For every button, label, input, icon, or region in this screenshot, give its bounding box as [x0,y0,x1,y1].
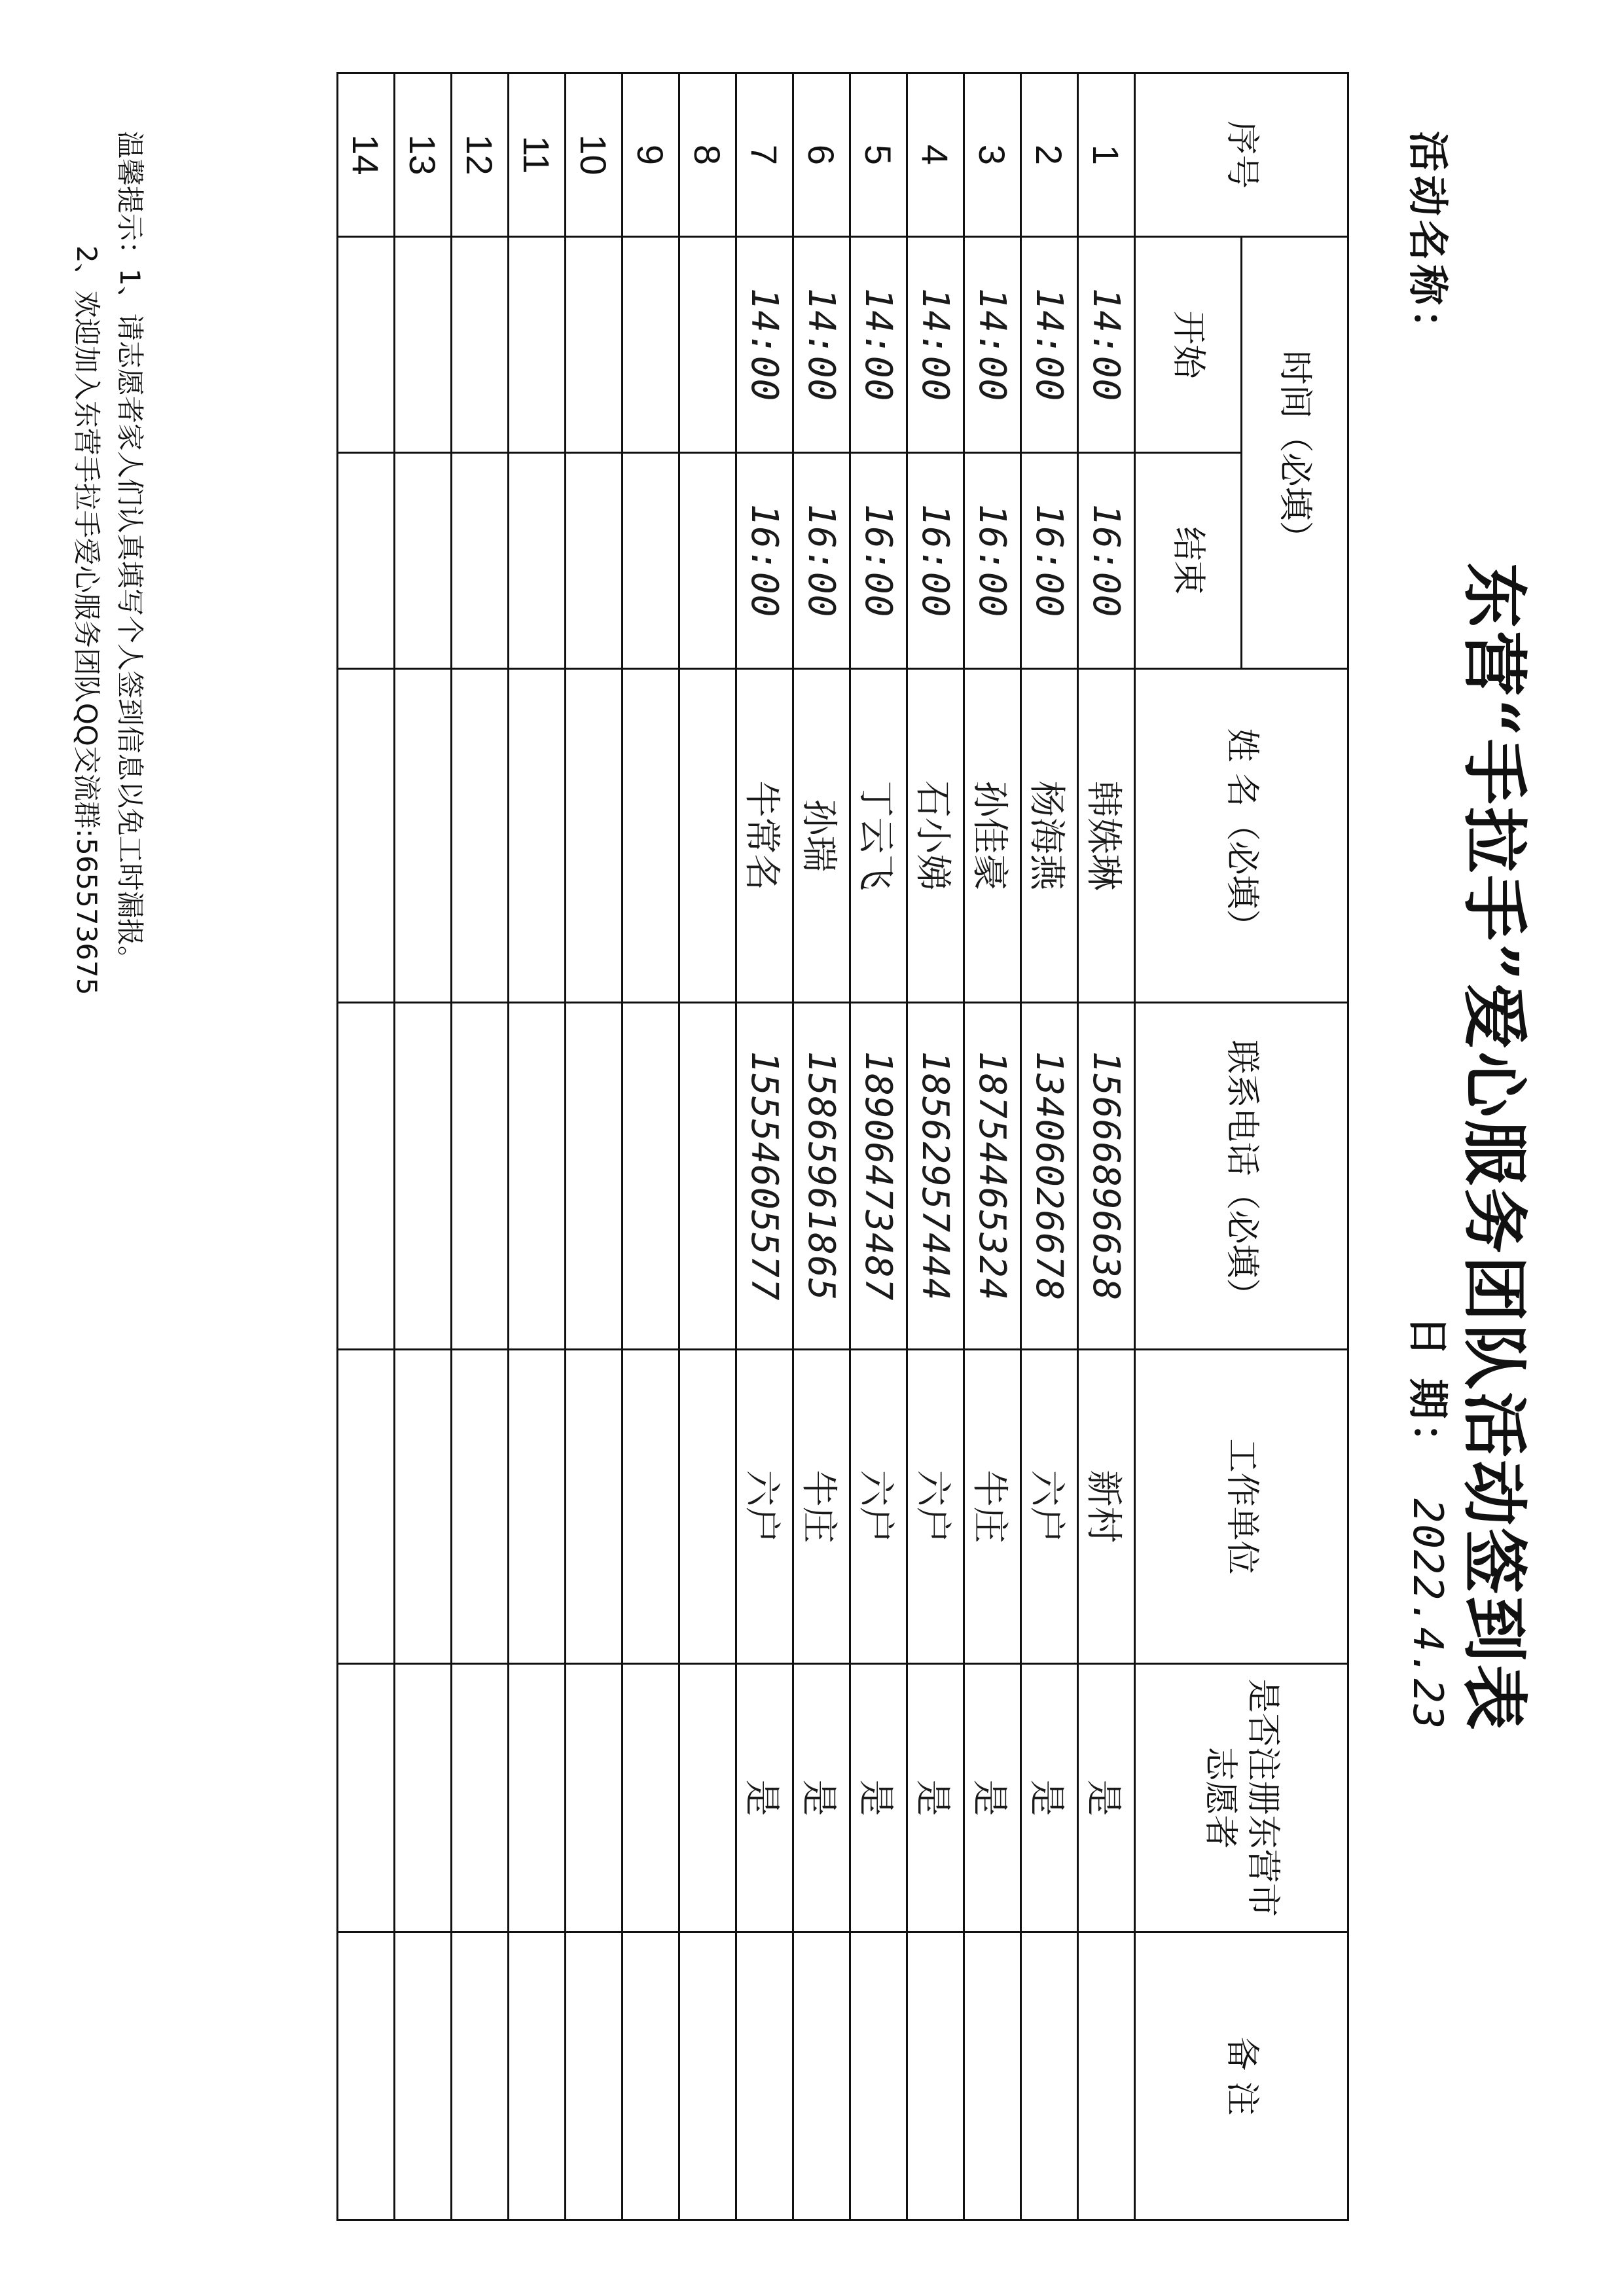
row-registered: 是 [1021,1664,1078,1932]
row-index: 13 [395,73,452,237]
row-end-time: 16:00 [736,453,793,669]
header-registered: 是否注册东营市志愿者 [1135,1664,1348,1932]
row-workplace: 六户 [850,1350,907,1664]
row-start-time: 14:00 [793,237,850,453]
row-end-time [509,453,566,669]
row-phone [338,1003,395,1350]
row-phone [679,1003,736,1350]
row-end-time: 16:00 [1021,453,1078,669]
row-workplace [566,1350,623,1664]
row-workplace [452,1350,509,1664]
row-registered [623,1664,679,1932]
row-notes [452,1932,509,2220]
row-index: 3 [964,73,1021,237]
signin-table [336,72,1349,2221]
row-registered: 是 [907,1664,964,1932]
row-index: 8 [679,73,736,237]
row-name: 杨海燕 [1021,669,1078,1003]
row-end-time [623,453,679,669]
row-start-time [395,237,452,453]
row-name [395,669,452,1003]
row-workplace: 新村 [1078,1350,1135,1664]
row-notes [338,1932,395,2220]
row-phone [452,1003,509,1350]
row-start-time [509,237,566,453]
row-workplace: 牛庄 [793,1350,850,1664]
row-phone: 15865961865 [793,1003,850,1350]
row-start-time: 14:00 [736,237,793,453]
date-label: 日 期： [1404,1316,1452,1468]
row-notes [793,1932,850,2220]
row-start-time: 14:00 [1078,237,1135,453]
row-registered [338,1664,395,1932]
row-start-time: 14:00 [964,237,1021,453]
row-notes [509,1932,566,2220]
header-end: 结束 [1135,453,1242,669]
row-phone [509,1003,566,1350]
row-index: 6 [793,73,850,237]
table-row [907,73,964,2220]
row-workplace [509,1350,566,1664]
row-name: 孙佳豪 [964,669,1021,1003]
row-start-time [623,237,679,453]
row-phone [566,1003,623,1350]
row-notes [566,1932,623,2220]
date-value: 2022.4.23 [1404,1498,1452,1731]
table-row [679,73,736,2220]
table-row [850,73,907,2220]
row-index: 10 [566,73,623,237]
table-row [736,73,793,2220]
row-index: 4 [907,73,964,237]
row-end-time [395,453,452,669]
row-phone: 18754465324 [964,1003,1021,1350]
row-end-time: 16:00 [907,453,964,669]
row-notes [736,1932,793,2220]
row-phone: 15666896638 [1078,1003,1135,1350]
row-phone [395,1003,452,1350]
tip-line-1: 1、请志愿者家人们认真填写个人签到信息以免工时漏报。 [114,268,146,973]
table-row [964,73,1021,2220]
header-name: 姓 名（必填） [1135,669,1348,1003]
row-index: 12 [452,73,509,237]
tips-block [65,131,151,996]
row-start-time: 14:00 [907,237,964,453]
table-row [623,73,679,2220]
row-end-time: 16:00 [850,453,907,669]
row-start-time [679,237,736,453]
row-index: 1 [1078,73,1135,237]
row-workplace: 六户 [736,1350,793,1664]
row-workplace [395,1350,452,1664]
header-index: 序号 [1135,73,1348,237]
row-name [679,669,736,1003]
row-registered: 是 [850,1664,907,1932]
header-time-group: 时间（必填） [1242,237,1348,669]
table-row [338,73,395,2220]
tip-line-2: 2、欢迎加入东营手拉手爱心服务团队QQ交流群:565573675 [71,245,103,996]
table-row [1078,73,1135,2220]
table-row [566,73,623,2220]
row-notes [1021,1932,1078,2220]
row-name: 石小娣 [907,669,964,1003]
activity-name-label: 活动名称： [1404,131,1452,354]
row-end-time [566,453,623,669]
row-start-time [452,237,509,453]
table-row [1021,73,1078,2220]
table-row [452,73,509,2220]
row-registered: 是 [793,1664,850,1932]
row-registered: 是 [1078,1664,1135,1932]
row-notes [907,1932,964,2220]
row-name [623,669,679,1003]
header-phone: 联系电话（必填） [1135,1003,1348,1350]
row-end-time [679,453,736,669]
row-workplace: 六户 [907,1350,964,1664]
row-registered [452,1664,509,1932]
table-row [509,73,566,2220]
row-phone: 15554605577 [736,1003,793,1350]
row-workplace: 六户 [1021,1350,1078,1664]
row-end-time: 16:00 [964,453,1021,669]
row-notes [679,1932,736,2220]
row-name [452,669,509,1003]
table-row [395,73,452,2220]
row-registered [566,1664,623,1932]
row-workplace: 牛庄 [964,1350,1021,1664]
row-workplace [679,1350,736,1664]
row-phone [623,1003,679,1350]
header-workplace: 工作单位 [1135,1350,1348,1664]
header-start: 开始 [1135,237,1242,453]
row-name: 孙瑞 [793,669,850,1003]
row-registered: 是 [964,1664,1021,1932]
row-name [509,669,566,1003]
row-registered: 是 [736,1664,793,1932]
row-phone: 18906473487 [850,1003,907,1350]
row-notes [1078,1932,1135,2220]
row-registered [395,1664,452,1932]
row-index: 11 [509,73,566,237]
row-workplace [338,1350,395,1664]
table-row [793,73,850,2220]
row-index: 9 [623,73,679,237]
row-start-time [338,237,395,453]
row-registered [509,1664,566,1932]
row-name [338,669,395,1003]
row-index: 14 [338,73,395,237]
row-workplace [623,1350,679,1664]
row-notes [395,1932,452,2220]
row-index: 5 [850,73,907,237]
row-end-time [452,453,509,669]
page-title: 东营“手拉手”爱心服务团队活动签到表 [1456,562,1533,1733]
row-end-time [338,453,395,669]
header-notes: 备 注 [1135,1932,1348,2220]
row-index: 7 [736,73,793,237]
row-name: 丁云飞 [850,669,907,1003]
row-notes [964,1932,1021,2220]
row-end-time: 16:00 [1078,453,1135,669]
row-index: 2 [1021,73,1078,237]
row-name: 韩姝琳 [1078,669,1135,1003]
row-start-time [566,237,623,453]
row-name [566,669,623,1003]
row-notes [850,1932,907,2220]
tips-first-line [108,131,151,996]
row-start-time: 14:00 [1021,237,1078,453]
row-registered [679,1664,736,1932]
row-phone: 18562957444 [907,1003,964,1350]
row-notes [623,1932,679,2220]
tips-label: 温馨提示： [114,131,146,269]
row-start-time: 14:00 [850,237,907,453]
row-end-time: 16:00 [793,453,850,669]
date-line [1402,1316,1460,1730]
row-phone: 13406026678 [1021,1003,1078,1350]
row-name: 牛常名 [736,669,793,1003]
